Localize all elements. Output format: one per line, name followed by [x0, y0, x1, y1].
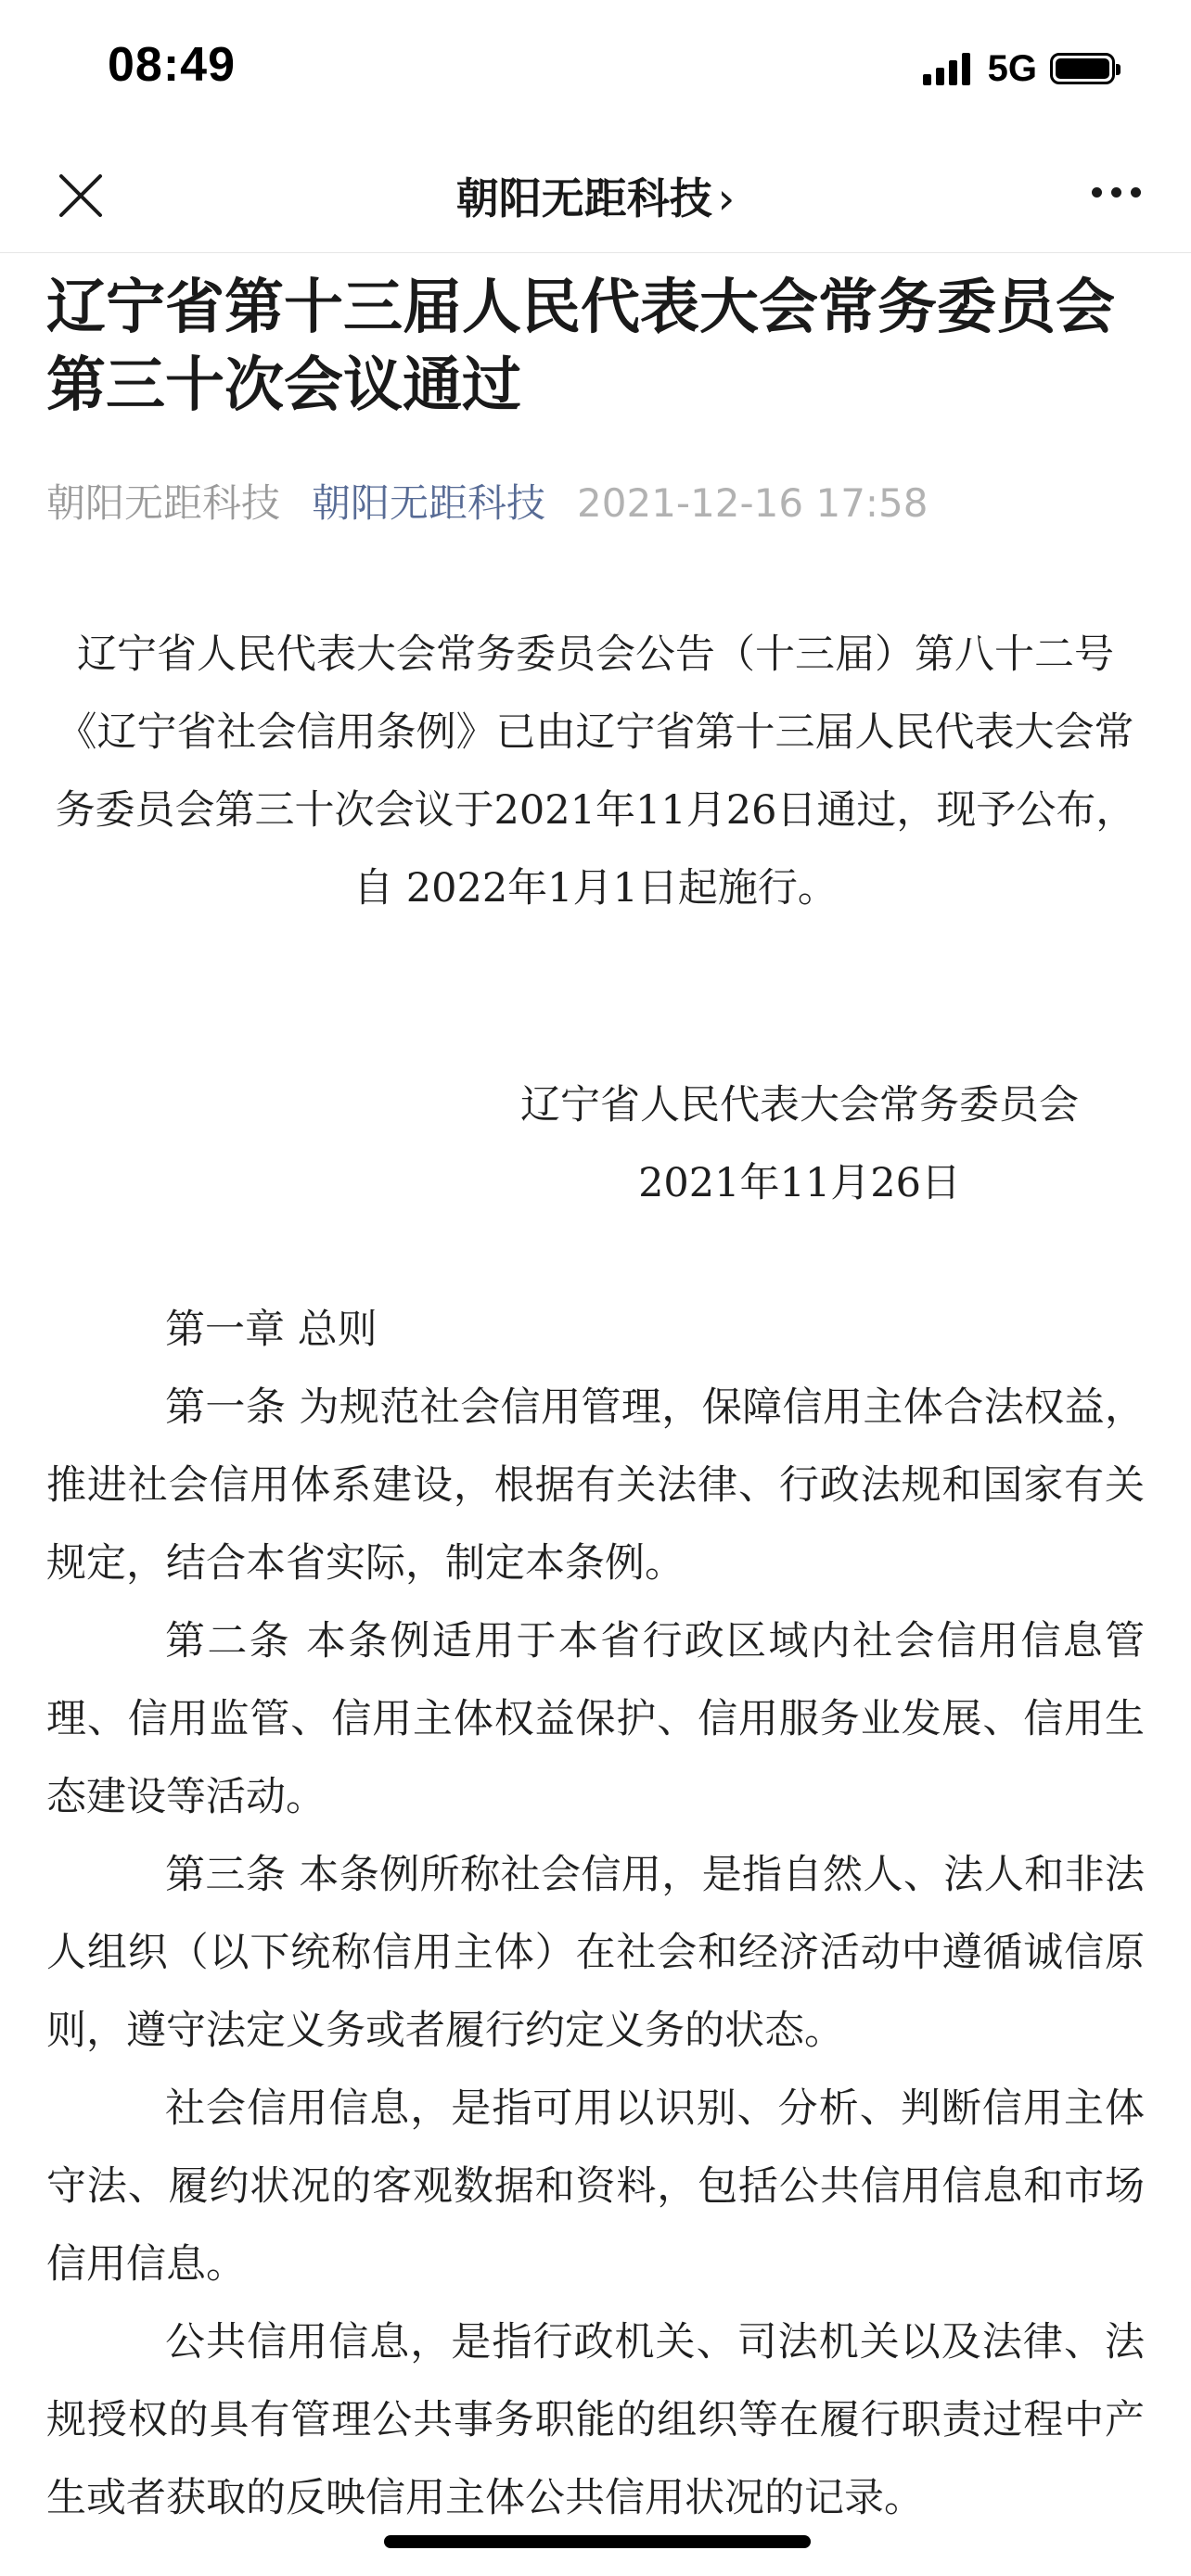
account-name: 朝阳无距科技	[455, 173, 712, 223]
paragraph: 公共信用信息，是指行政机关、司法机关以及法律、法规授权的具有管理公共事务职能的组织等在履行职责过程中产生或者获取的反映信用主体公共信用状况的记录。	[46, 2319, 1145, 2521]
paragraph: 第三条 本条例所称社会信用，是指自然人、法人和非法人组织（以下统称信用主体）在社会和经济活动中遵循诚信原则，遵守法定义务或者履行约定义务的状态。	[46, 1852, 1145, 2054]
chapter-heading: 第一章 总则	[165, 1307, 378, 1353]
signal-icon	[923, 52, 975, 85]
chevron-right-icon: ›	[717, 173, 736, 223]
paragraph: 第一条 为规范社会信用管理，保障信用主体合法权益，推进社会信用体系建设，根据有关法律、行政法规和国家有关规定，结合本省实际，制定本条例。	[46, 1384, 1145, 1587]
publish-date: 2021-12-16 17:58	[577, 480, 928, 526]
network-label: 5G	[987, 47, 1037, 89]
status-indicators	[923, 46, 1115, 91]
announcement	[46, 616, 1145, 927]
status-bar	[0, 0, 1191, 139]
account-link[interactable]: 朝阳无距科技	[312, 480, 546, 526]
more-icon	[1092, 187, 1102, 198]
article-meta	[46, 473, 928, 529]
account-title-link[interactable]	[0, 165, 1191, 226]
nav-bar	[0, 139, 1191, 253]
sign-date: 2021年11月26日	[638, 1160, 961, 1206]
signature-block	[46, 1066, 1145, 1222]
more-button[interactable]	[1092, 187, 1141, 198]
home-indicator[interactable]	[384, 2535, 811, 2548]
paragraph: 社会信用信息，是指可用以识别、分析、判断信用主体守法、履约状况的客观数据和资料，包括公共信用信息和市场信用信息。	[46, 2085, 1145, 2288]
article-title: 辽宁省第十三届人民代表大会常务委员会 第三十次会议通过	[46, 274, 1115, 420]
status-time: 08:49	[108, 38, 236, 92]
announcement-heading: 辽宁省人民代表大会常务委员会公告（十三届）第八十二号	[77, 631, 1114, 678]
battery-icon	[1050, 53, 1115, 84]
announcement-body: 《辽宁省社会信用条例》已由辽宁省第十三届人民代表大会常务委员会第三十次会议于2021年11月26日通过，现予公布，自 2022年1月1日起施行。	[55, 709, 1136, 912]
paragraph: 第二条 本条例适用于本省行政区域内社会信用信息管理、信用监管、信用主体权益保护、信用服务业发展、信用生态建设等活动。	[46, 1618, 1145, 1820]
article-author: 朝阳无距科技	[46, 480, 281, 526]
signer: 辽宁省人民代表大会常务委员会	[520, 1082, 1079, 1129]
